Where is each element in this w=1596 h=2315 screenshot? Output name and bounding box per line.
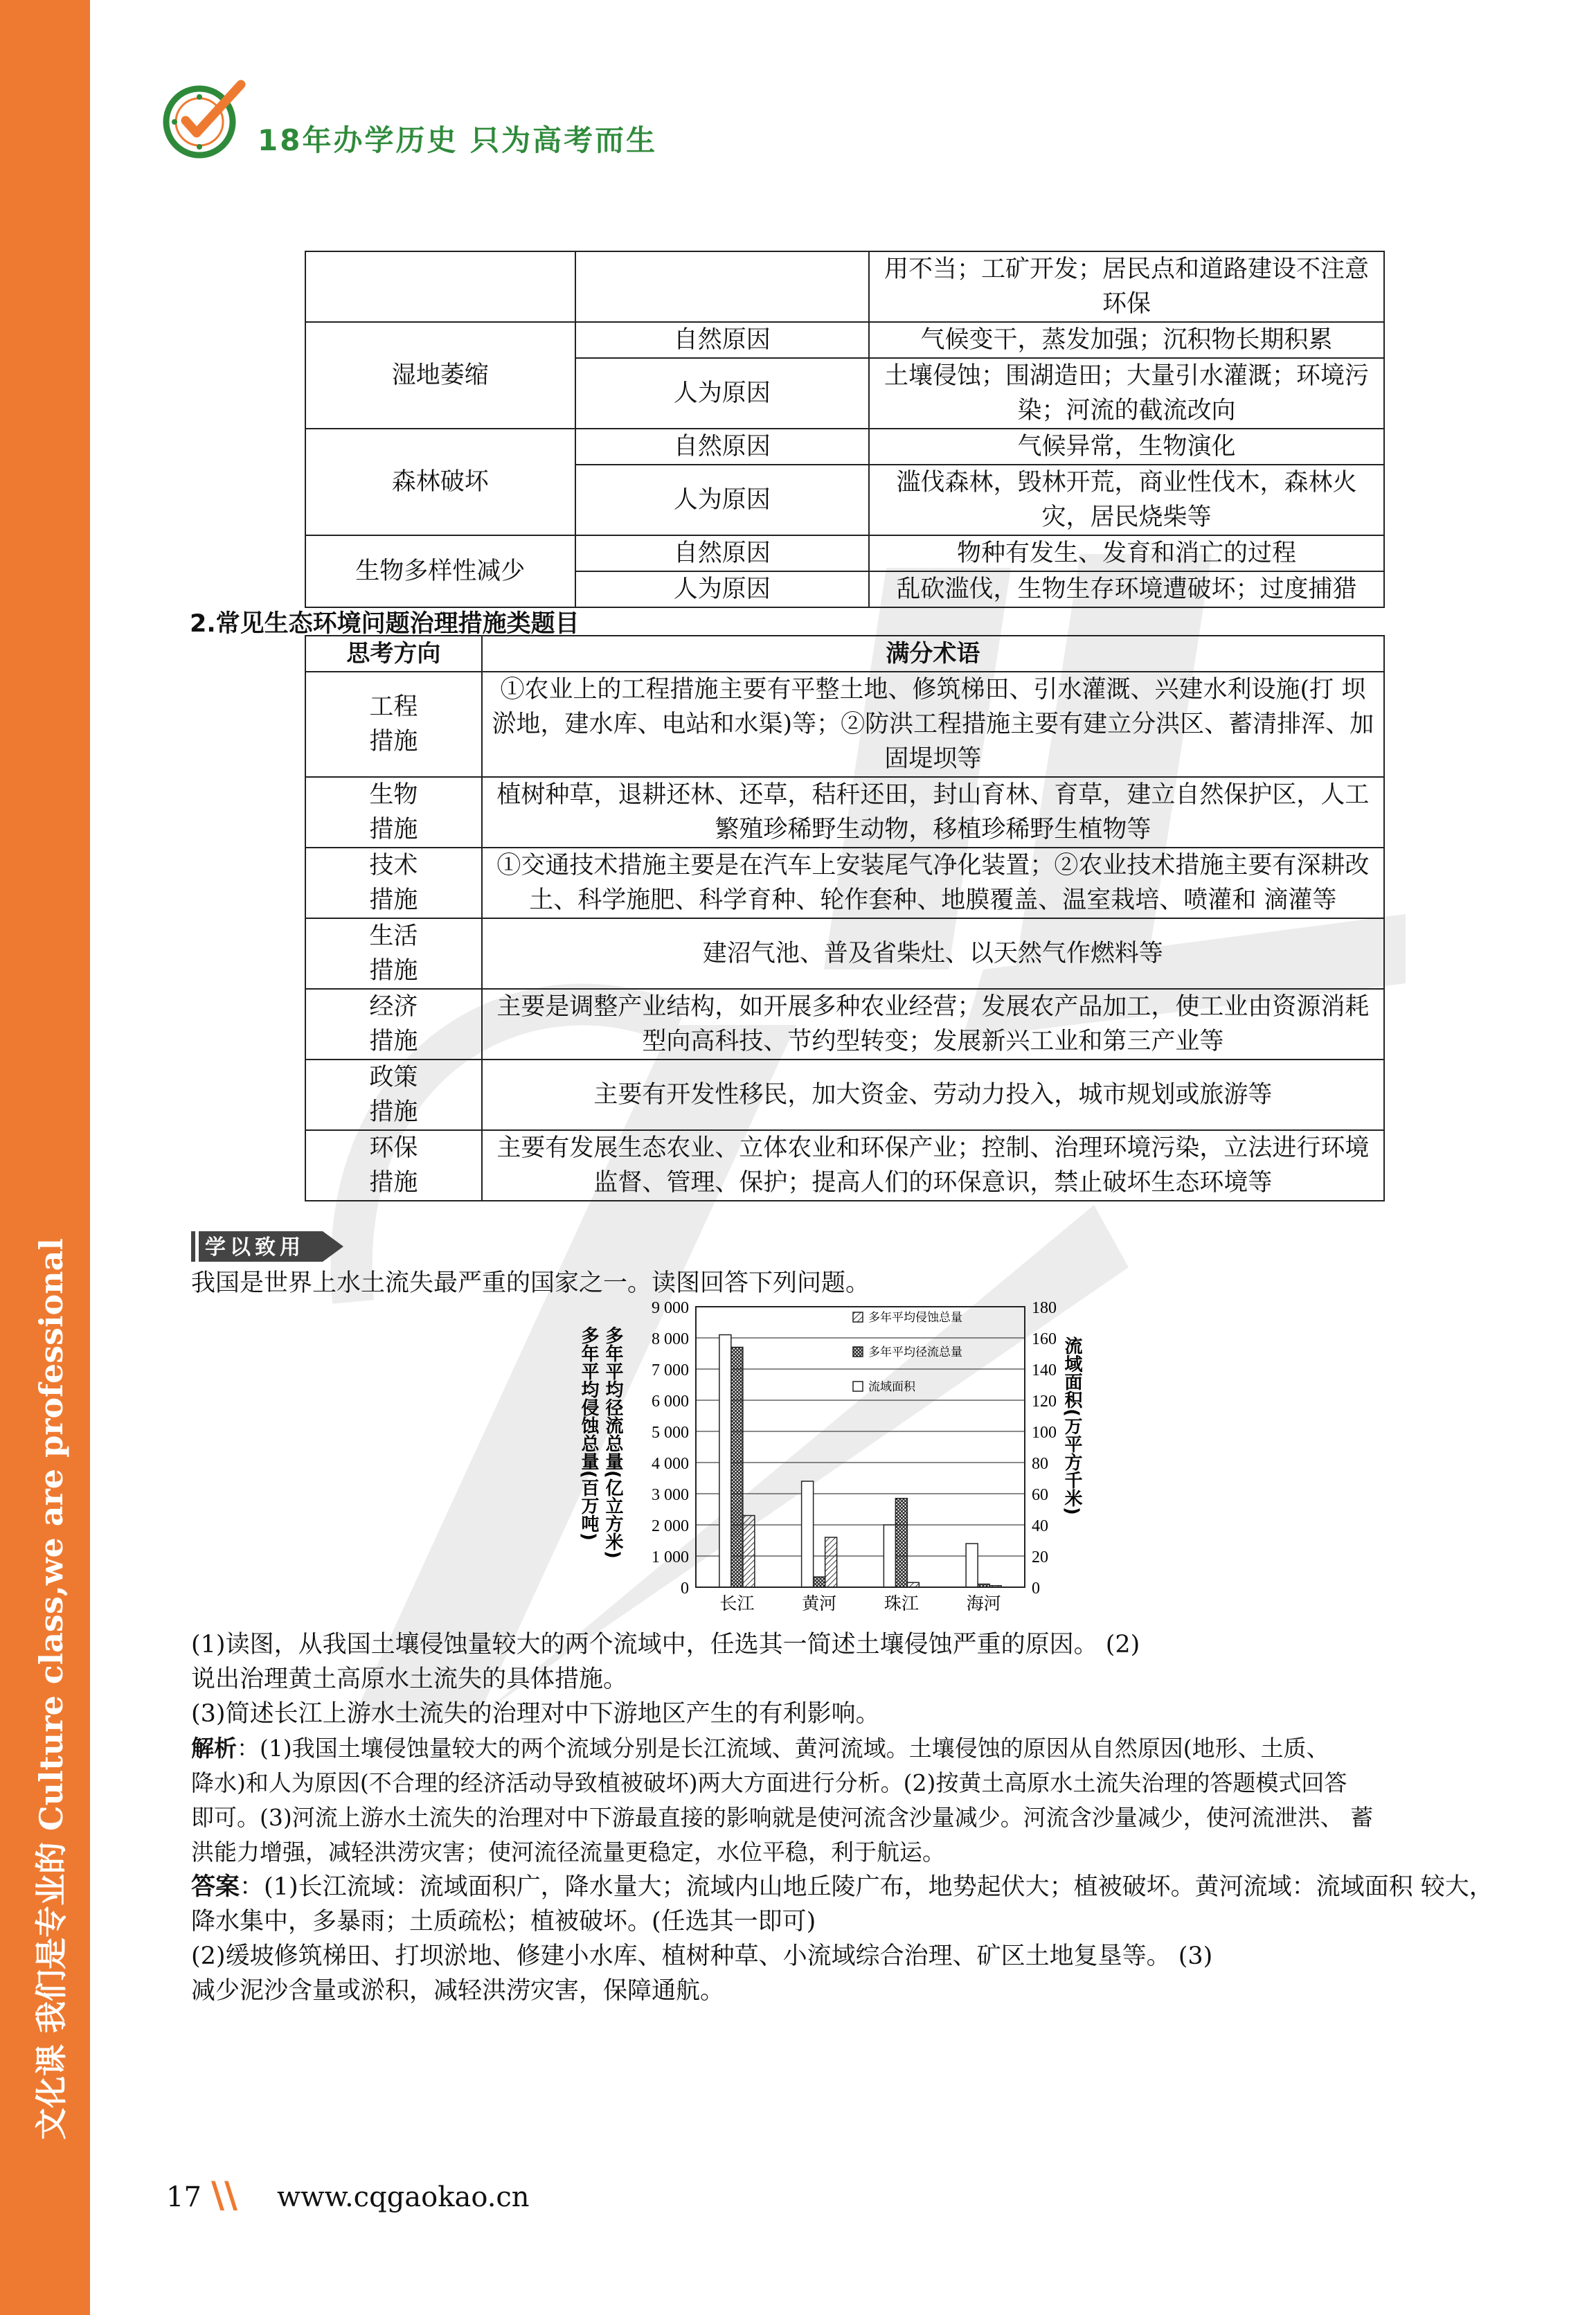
practice-badge	[191, 1231, 343, 1262]
svg-text:学以致用: 学以致用	[205, 1235, 305, 1260]
left-tick-label: 0	[681, 1580, 689, 1598]
right-tick-label: 160	[1032, 1330, 1057, 1348]
table-row	[305, 535, 1384, 571]
bar-1	[825, 1537, 837, 1587]
left-axis-title: 多年平均侵蚀总量(百万吨)	[578, 1326, 599, 1541]
answer-line: 答案：(1)长江流域：流域面积广，降水量大；流域内山地丘陵广布，地势起伏大；植被破坏。黄河流域：流域面积 较大，	[191, 1873, 1494, 1901]
header-slogan: 18年办学历史 只为高考而生	[258, 123, 658, 157]
right-axis-label	[1061, 1336, 1082, 1515]
bar-1	[743, 1516, 755, 1588]
right-tick-label: 60	[1032, 1486, 1048, 1504]
right-tick-label: 140	[1032, 1361, 1057, 1379]
direction-cell: 生物 措施	[305, 777, 482, 848]
table-row	[305, 1060, 1384, 1130]
left-tick-label: 3 000	[652, 1486, 689, 1504]
direction-cell: 环保 措施	[305, 1130, 482, 1201]
problem-cell: 森林破坏	[305, 429, 575, 535]
table-row	[305, 251, 1384, 322]
table-row	[305, 429, 1384, 465]
chart-axes	[652, 1299, 1057, 1614]
analysis-line: 洪能力增强，减轻洪涝灾害；使河流径流量更稳定，水位平稳，利于航运。	[191, 1839, 945, 1866]
reason-text: 气候变干，蒸发加强；沉积物长期积累	[869, 322, 1384, 358]
table-row	[305, 1130, 1384, 1201]
direction-cell: 经济 措施	[305, 989, 482, 1060]
category-label: 海河	[966, 1593, 1001, 1614]
left-tick-label: 6 000	[652, 1393, 689, 1411]
term-cell: 主要有发展生态农业、立体农业和环保产业；控制、治理环境污染，立法进行环境监督、管理、保护；提高人们的环保意识，禁止破坏生态环境等	[482, 1130, 1384, 1201]
practice-intro: 我国是世界上水土流失最严重的国家之一。读图回答下列问题。	[191, 1269, 870, 1297]
sidebar-slogan: 文化课 我们是专业的 Culture class,we are professional	[33, 1238, 70, 2140]
legend-label: 流域面积	[868, 1380, 915, 1394]
table-row	[305, 672, 1384, 777]
answer-line: 减少泥沙含量或淤积，减轻洪涝灾害，保障通航。	[191, 1977, 725, 2005]
left-tick-label: 1 000	[652, 1548, 689, 1566]
term-cell: 植树种草，退耕还林、还草，秸秆还田，封山育林、育草，建立自然保护区，人工繁殖珍稀野生动物，移植珍稀野生植物等	[482, 777, 1384, 848]
bar-2	[814, 1577, 825, 1587]
answer-line: 降水集中，多暴雨；土质疏松；植被破坏。(任选其一即可)	[191, 1908, 816, 1936]
bar-3	[802, 1481, 814, 1587]
left-tick-label: 5 000	[652, 1424, 689, 1442]
problem-cell: 生物多样性减少	[305, 535, 575, 607]
term-cell: ①交通技术措施主要是在汽车上安装尾气净化装置；②农业技术措施主要有深耕改土、科学施肥、科学育种、轮作套种、地膜覆盖、温室栽培、喷灌和 滴灌等	[482, 848, 1384, 918]
legend-swatch	[853, 1312, 863, 1322]
question-3: (3)简述长江上游水土流失的治理对中下游地区产生的有利影响。	[191, 1700, 880, 1728]
env-problems-table	[305, 251, 1385, 608]
direction-cell: 生活 措施	[305, 918, 482, 989]
reason-text: 乱砍滥伐，生物生存环境遭破坏；过度捕猎	[869, 571, 1384, 607]
reason-label: 人为原因	[575, 571, 869, 607]
analysis-line: 降水)和人为原因(不合理的经济活动导致植被破坏)两大方面进行分析。(2)按黄土高原水土流失治理的答题模式回答	[191, 1769, 1347, 1796]
reason-label: 自然原因	[575, 322, 869, 358]
reason-label: 自然原因	[575, 535, 869, 571]
answer-line: (2)缓坡修筑梯田、打坝淤地、修建小水库、植树种草、小流域综合治理、矿区土地复垦等。 (3)	[191, 1942, 1213, 1970]
table-cell	[575, 251, 869, 322]
reason-label: 人为原因	[575, 465, 869, 535]
question-2: 说出治理黄土高原水土流失的具体措施。	[191, 1665, 628, 1693]
term-cell: 建沼气池、普及省柴灶、以天然气作燃料等	[482, 918, 1384, 989]
right-tick-label: 80	[1032, 1455, 1048, 1473]
table-row	[305, 848, 1384, 918]
left-axis-title: 多年平均径流总量(亿立方米)	[602, 1326, 623, 1559]
right-tick-label: 180	[1032, 1299, 1057, 1317]
left-axis-label	[578, 1326, 624, 1559]
problem-cell: 湿地萎缩	[305, 322, 575, 429]
bar-3	[966, 1544, 978, 1587]
right-tick-label: 40	[1032, 1517, 1048, 1535]
bar-2	[895, 1499, 907, 1587]
logo-clock-icon	[158, 75, 248, 165]
right-tick-label: 0	[1032, 1580, 1040, 1598]
term-cell: ①农业上的工程措施主要有平整土地、修筑梯田、引水灌溉、兴建水利设施(打 坝淤地，建水库、电站和水渠)等；②防洪工程措施主要有建立分洪区、蓄清排浑、加固堤坝等	[482, 672, 1384, 777]
measures-table	[305, 635, 1385, 1201]
footer-url: www.cqgaokao.cn	[277, 2181, 530, 2213]
direction-cell: 工程 措施	[305, 672, 482, 777]
category-label: 长江	[719, 1593, 755, 1614]
table-row	[305, 322, 1384, 358]
bar-3	[719, 1335, 731, 1588]
reason-label: 自然原因	[575, 429, 869, 465]
left-tick-label: 8 000	[652, 1330, 689, 1348]
legend-label: 多年平均径流总量	[868, 1346, 962, 1359]
table-cell: 用不当；工矿开发；居民点和道路建设不注意环保	[869, 251, 1384, 322]
column-header: 思考方向	[305, 636, 482, 672]
term-cell: 主要有开发性移民，加大资金、劳动力投入，城市规划或旅游等	[482, 1060, 1384, 1130]
section-title: 2.常见生态环境问题治理措施类题目	[190, 610, 580, 638]
question-1: (1)读图，从我国土壤侵蚀量较大的两个流域中，任选其一简述土壤侵蚀严重的原因。 (2)	[191, 1631, 1140, 1659]
direction-cell: 技术 措施	[305, 848, 482, 918]
analysis-line: 解析：(1)我国土壤侵蚀量较大的两个流域分别是长江流域、黄河流域。土壤侵蚀的原因从自然原因(地形、土质、	[191, 1735, 1329, 1762]
legend-swatch	[853, 1347, 863, 1357]
sidebar	[0, 0, 90, 2315]
reason-text: 气候异常，生物演化	[869, 429, 1384, 465]
reason-text: 物种有发生、发育和消亡的过程	[869, 535, 1384, 571]
right-axis-title: 流域面积(万平方千米)	[1061, 1337, 1082, 1515]
reason-text: 土壤侵蚀；围湖造田；大量引水灌溉；环境污染；河流的截流改向	[869, 358, 1384, 429]
table-cell	[305, 251, 575, 322]
bar-1	[907, 1582, 919, 1587]
direction-cell: 政策 措施	[305, 1060, 482, 1130]
right-tick-label: 120	[1032, 1393, 1057, 1411]
table-header-row	[305, 636, 1384, 672]
category-label: 珠江	[884, 1593, 919, 1614]
chart-bars	[719, 1335, 1001, 1588]
bar-3	[884, 1525, 895, 1587]
reason-label: 人为原因	[575, 358, 869, 429]
left-tick-label: 2 000	[652, 1517, 689, 1535]
reason-text: 滥伐森林，毁林开荒，商业性伐木，森林火灾，居民烧柴等	[869, 465, 1384, 535]
legend-label: 多年平均侵蚀总量	[868, 1311, 962, 1325]
right-tick-label: 100	[1032, 1424, 1057, 1442]
term-cell: 主要是调整产业结构，如开展多种农业经营；发展农产品加工，使工业由资源消耗型向高科技、节约型转变；发展新兴工业和第三产业等	[482, 989, 1384, 1060]
left-tick-label: 7 000	[652, 1361, 689, 1379]
bar-2	[731, 1348, 743, 1588]
river-basin-chart	[575, 1298, 1087, 1624]
table-row	[305, 777, 1384, 848]
page-number: 17	[166, 2181, 201, 2213]
legend-swatch	[853, 1382, 863, 1391]
analysis-line: 即可。(3)河流上游水土流失的治理对中下游最直接的影响就是使河流含沙量减少。河流含沙量减少，使河流泄洪、 蓄	[191, 1804, 1374, 1831]
left-tick-label: 4 000	[652, 1455, 689, 1473]
right-tick-label: 20	[1032, 1548, 1048, 1566]
table-row	[305, 989, 1384, 1060]
table-row	[305, 918, 1384, 989]
footer-slash-icon: \\	[211, 2174, 237, 2216]
left-tick-label: 9 000	[652, 1299, 689, 1317]
column-header: 满分术语	[482, 636, 1384, 672]
category-label: 黄河	[802, 1593, 837, 1614]
chart-legend	[853, 1310, 962, 1394]
